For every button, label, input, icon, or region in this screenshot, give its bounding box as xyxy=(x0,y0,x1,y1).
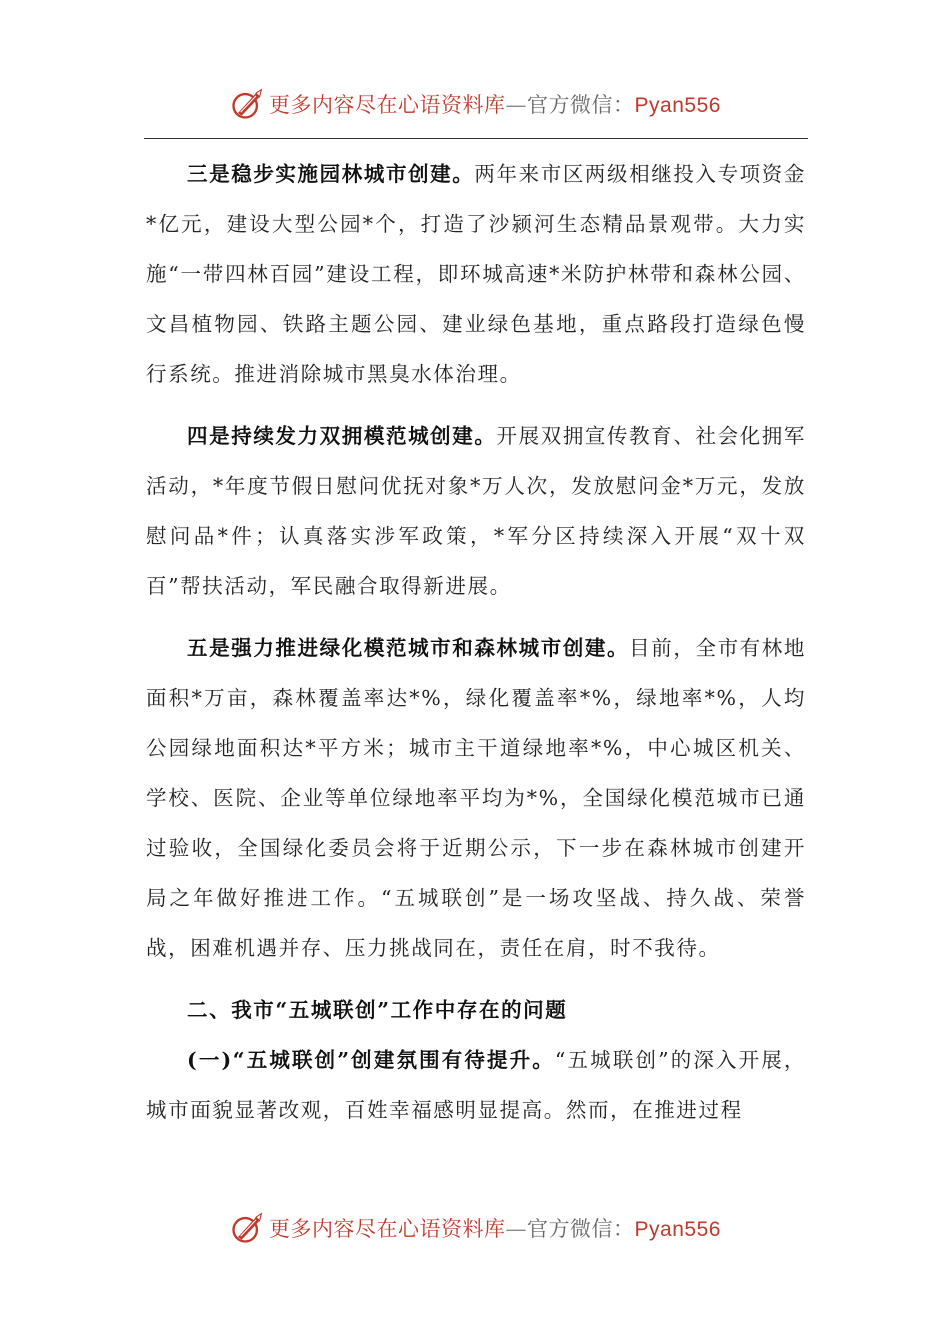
banner-text xyxy=(269,1213,721,1243)
banner-wechat-id: Pyan556 xyxy=(634,94,721,117)
paragraph-body: “五城联创”的深入开展，城市面貌显著改观，百姓幸福感明显提高。然而，在推进过程 xyxy=(146,1048,806,1122)
paragraph-body: 开展双拥宣传教育、社会化拥军活动，*年度节假日慰问优抚对象*万人次，发放慰问金*万元，发放慰问品*件；认真落实涉军政策，*军分区持续深入开展“双十双百”帮扶活动，军民融合取得新进展。 xyxy=(146,424,806,598)
section-heading: 二、我市“五城联创”工作中存在的问题 xyxy=(187,998,568,1022)
banner-main-text: 更多内容尽在心语资料库 xyxy=(269,93,506,117)
banner-wechat-label: 官方微信： xyxy=(527,93,635,117)
pen-nib-logo-icon xyxy=(229,86,265,122)
banner-wechat-id: Pyan556 xyxy=(634,1218,721,1241)
banner-text xyxy=(269,89,721,119)
banner-main-text: 更多内容尽在心语资料库 xyxy=(269,1217,506,1241)
paragraph-garden-city xyxy=(146,149,806,399)
paragraph-lead: (一)“五城联创”创建氛围有待提升。 xyxy=(187,1048,555,1072)
footer-banner xyxy=(0,1208,950,1248)
header-divider xyxy=(144,138,808,139)
banner-separator: — xyxy=(505,93,528,117)
banner-separator: — xyxy=(505,1217,528,1241)
paragraph-lead: 三是稳步实施园林城市创建。 xyxy=(187,162,475,186)
paragraph-body: 两年来市区两级相继投入专项资金*亿元，建设大型公园*个，打造了沙颍河生态精品景观带。大力实施“一带四林百园”建设工程，即环城高速*米防护林带和森林公园、文昌植物园、铁路主题公园、建业绿色基地，重点路段打造绿色慢行系统。推进消除城市黑臭水体治理。 xyxy=(146,162,806,386)
document-body xyxy=(146,149,806,1135)
paragraph-greening-forest xyxy=(146,623,806,973)
paragraph-lead: 五是强力推进绿化模范城市和森林城市创建。 xyxy=(187,636,630,660)
banner-wechat-label: 官方微信： xyxy=(527,1217,635,1241)
paragraph-lead: 四是持续发力双拥模范城创建。 xyxy=(187,424,497,448)
paragraph-body: 目前，全市有林地面积*万亩，森林覆盖率达*%，绿化覆盖率*%，绿地率*%，人均公园绿地面积达*平方米；城市主干道绿地率*%，中心城区机关、学校、医院、企业等单位绿地率平均为*%，全国绿化模范城市已通过验收，全国绿化委员会将于近期公示，下一步在森林城市创建开局之年做好推进工作。“五城联创”是一场攻坚战、持久战、荣誉战，困难机遇并存、压力挑战同在，责任在肩，时不我待。 xyxy=(146,636,806,960)
paragraph-atmosphere xyxy=(146,1035,806,1135)
header-banner xyxy=(0,84,950,124)
paragraph-double-support xyxy=(146,411,806,611)
pen-nib-logo-icon xyxy=(229,1210,265,1246)
